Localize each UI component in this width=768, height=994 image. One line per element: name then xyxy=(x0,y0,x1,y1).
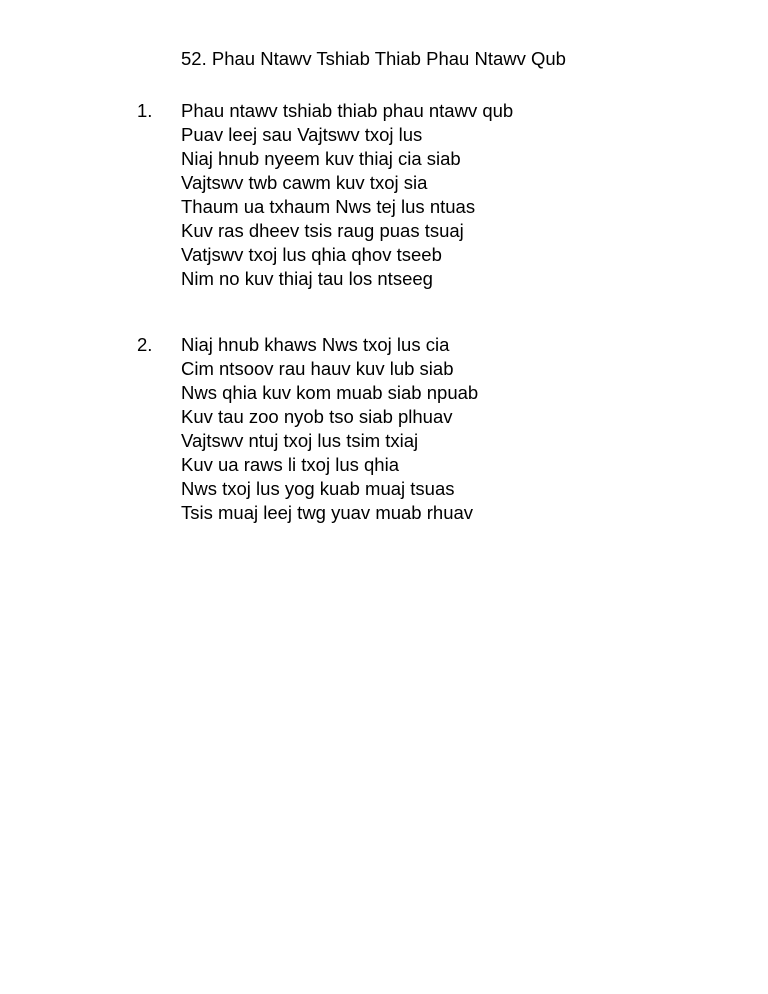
verse-line: Phau ntawv tshiab thiab phau ntawv qub xyxy=(181,100,514,121)
verse-line: Nim no kuv thiaj tau los ntseeg xyxy=(181,268,433,289)
verse-lines xyxy=(181,99,513,291)
verse-line: Kuv ua raws li txoj lus qhia xyxy=(181,454,399,475)
verse-line: Kuv ras dheev tsis raug puas tsuaj xyxy=(181,220,464,241)
verse-line: Vatjswv txoj lus qhia qhov tseeb xyxy=(181,244,442,265)
verse-line: Niaj hnub khaws Nws txoj lus cia xyxy=(181,334,450,355)
verse-line: Nws txoj lus yog kuab muaj tsuas xyxy=(181,478,455,499)
verse-line: Thaum ua txhaum Nws tej lus ntuas xyxy=(181,196,476,217)
verse-number: 2. xyxy=(137,334,153,355)
verse-number: 1. xyxy=(137,100,153,121)
verse-lines xyxy=(181,333,478,525)
verse-line: Cim ntsoov rau hauv kuv lub siab xyxy=(181,358,454,379)
verse-line: Kuv tau zoo nyob tso siab plhuav xyxy=(181,406,453,427)
verse-line: Niaj hnub nyeem kuv thiaj cia siab xyxy=(181,148,461,169)
verse-line: Vajtswv ntuj txoj lus tsim txiaj xyxy=(181,430,419,451)
verse-line: Tsis muaj leej twg yuav muab rhuav xyxy=(181,502,474,523)
verse-line: Puav leej sau Vajtswv txoj lus xyxy=(181,124,423,145)
verse-line: Vajtswv twb cawm kuv txoj sia xyxy=(181,172,428,193)
verse-line: Nws qhia kuv kom muab siab npuab xyxy=(181,382,479,403)
song-title: 52. Phau Ntawv Tshiab Thiab Phau Ntawv Qub xyxy=(181,48,566,69)
